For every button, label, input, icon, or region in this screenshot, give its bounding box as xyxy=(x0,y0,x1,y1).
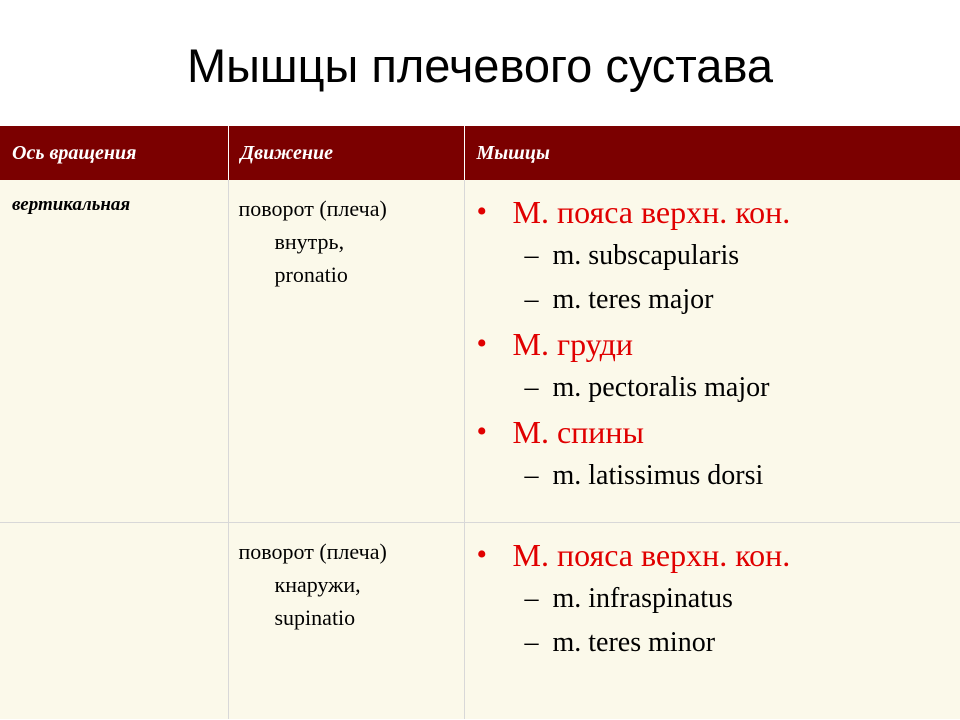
movement-line: поворот (плеча) xyxy=(238,539,387,564)
muscle-table xyxy=(0,126,960,719)
header-movement: Движение xyxy=(228,126,464,180)
muscle-item xyxy=(477,366,960,410)
muscle-item-name: m. latissimus dorsi xyxy=(552,460,764,491)
muscles-cell xyxy=(464,180,960,523)
muscle-item xyxy=(477,234,960,278)
muscle-item xyxy=(477,621,960,665)
movement-cell xyxy=(228,523,464,720)
movement-line: pronatio xyxy=(274,262,348,287)
dash-icon: – xyxy=(524,583,539,614)
axis-label xyxy=(0,523,228,537)
dash-icon: – xyxy=(524,284,539,315)
bullet-icon: • xyxy=(476,415,488,448)
muscle-group-name: М. спины xyxy=(512,414,645,450)
muscle-group-name: М. пояса верхн. кон. xyxy=(512,537,791,573)
muscles-cell xyxy=(464,523,960,720)
muscle-item-name: m. infraspinatus xyxy=(552,583,733,614)
movement-cell xyxy=(228,180,464,523)
muscle-item xyxy=(477,577,960,621)
muscle-group xyxy=(477,533,960,577)
header-muscles: Мышцы xyxy=(464,126,960,180)
table-row xyxy=(0,523,960,720)
bullet-icon: • xyxy=(476,327,488,360)
header-axis: Ось вращения xyxy=(0,126,228,180)
muscle-item-name: m. teres minor xyxy=(552,627,716,658)
muscle-item xyxy=(477,454,960,498)
bullet-icon: • xyxy=(476,538,488,571)
axis-cell xyxy=(0,180,228,523)
table-header-row xyxy=(0,126,960,180)
dash-icon: – xyxy=(524,627,539,658)
movement-line: supinatio xyxy=(274,605,356,630)
axis-cell xyxy=(0,523,228,720)
table-row xyxy=(0,180,960,523)
dash-icon: – xyxy=(524,240,539,271)
movement-line: кнаружи, xyxy=(274,572,361,597)
slide-title: Мышцы плечевого сустава xyxy=(186,39,774,92)
muscle-group-name: М. груди xyxy=(512,326,634,362)
muscle-group xyxy=(477,410,960,454)
bullet-icon: • xyxy=(476,195,488,228)
dash-icon: – xyxy=(524,372,539,403)
muscle-item-name: m. subscapularis xyxy=(552,240,740,271)
muscle-item xyxy=(477,278,960,322)
axis-label: вертикальная xyxy=(12,194,131,215)
muscle-group xyxy=(477,190,960,234)
dash-icon: – xyxy=(524,460,539,491)
muscle-group-name: М. пояса верхн. кон. xyxy=(512,194,791,230)
muscle-item-name: m. pectoralis major xyxy=(552,372,770,403)
movement-line: поворот (плеча) xyxy=(238,196,387,221)
muscle-group xyxy=(477,322,960,366)
movement-line: внутрь, xyxy=(274,229,345,254)
muscle-item-name: m. teres major xyxy=(552,284,714,315)
